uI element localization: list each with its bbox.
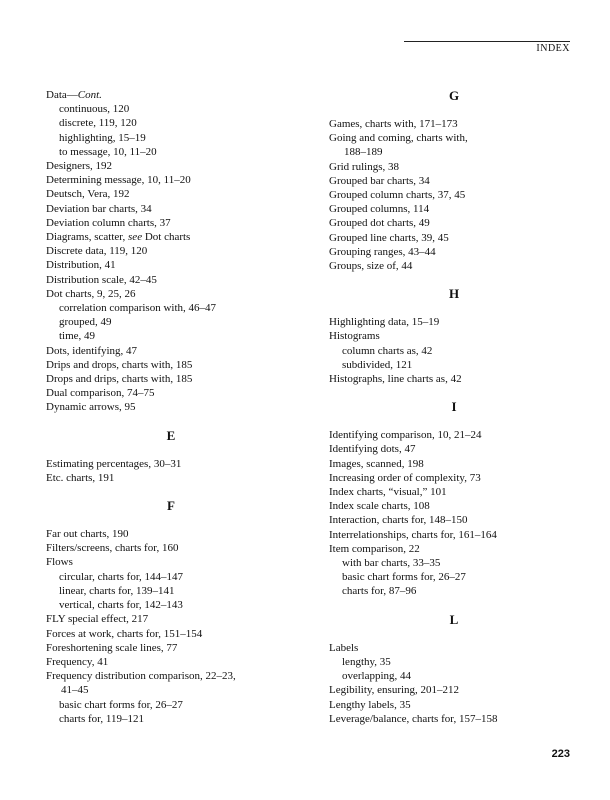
- section-letter-f: F: [167, 498, 175, 514]
- index-entry: Grid rulings, 38: [329, 160, 399, 173]
- index-entries-block1: [46, 159, 296, 230]
- entry-head: Data—: [46, 89, 78, 101]
- section-letter-l: L: [449, 611, 459, 627]
- index-entries-h1: [329, 315, 579, 343]
- index-entry: Increasing order of complexity, 73: [329, 471, 481, 484]
- labels-subentries: [329, 655, 579, 683]
- index-entry: Lengthy labels, 35: [329, 698, 411, 711]
- index-entry: Going and coming, charts with,: [329, 132, 468, 145]
- index-entry: Histograms: [329, 330, 380, 343]
- page-number: 223: [551, 748, 570, 760]
- index-entry: Frequency distribution comparison, 22–23,: [46, 670, 236, 683]
- index-entry: Foreshortening scale lines, 77: [46, 641, 178, 654]
- index-subentry: to message, 10, 11–20: [59, 145, 157, 158]
- index-entry: Groups, size of, 44: [329, 260, 413, 273]
- entry-tail: Dot charts: [142, 231, 191, 244]
- index-entry: FLY special effect, 217: [46, 613, 149, 626]
- index-entry: Dot charts, 9, 25, 26: [46, 287, 136, 300]
- index-entry: Index charts, “visual,” 101: [329, 486, 447, 499]
- index-subentry: with bar charts, 33–35: [342, 557, 441, 570]
- index-entry: Grouped bar charts, 34: [329, 174, 430, 187]
- freq-subentries: [46, 698, 296, 726]
- dot-subentries: [46, 301, 296, 344]
- index-entry: Highlighting data, 15–19: [329, 316, 440, 329]
- index-entry: Distribution, 41: [46, 259, 116, 272]
- index-subentry: linear, charts for, 139–141: [59, 584, 175, 597]
- index-entry: Histographs, line charts as, 42: [329, 373, 462, 386]
- index-entry: Grouped columns, 114: [329, 203, 430, 216]
- index-subentry: grouped, 49: [59, 316, 112, 329]
- index-entry: Etc. charts, 191: [46, 471, 115, 484]
- index-entry: Images, scanned, 198: [329, 457, 424, 470]
- entry-cont-italic: Cont.: [77, 89, 102, 101]
- flows-subentries: [46, 570, 296, 613]
- index-column-left: [46, 88, 296, 726]
- data-subentries: [46, 102, 296, 159]
- index-entry: Identifying comparison, 10, 21–24: [329, 429, 482, 442]
- see-reference: see: [128, 231, 143, 244]
- index-entry-diagrams: [46, 230, 296, 244]
- index-entries-l2: [329, 683, 579, 726]
- index-entry: Designers, 192: [46, 160, 112, 173]
- histograms-subentries: [329, 344, 579, 372]
- index-entry: Interrelationships, charts for, 161–164: [329, 528, 497, 541]
- index-subentry: column charts as, 42: [342, 344, 433, 357]
- index-entries-block3: [46, 344, 296, 415]
- index-entries-i1: [329, 428, 579, 556]
- index-entry: Grouped dot charts, 49: [329, 217, 430, 230]
- index-subentry: charts for, 119–121: [59, 712, 144, 725]
- index-entry: Identifying dots, 47: [329, 443, 416, 456]
- index-entry: Grouped line charts, 39, 45: [329, 231, 449, 244]
- index-entry: Dots, identifying, 47: [46, 344, 138, 357]
- index-subentry: lengthy, 35: [342, 655, 391, 668]
- index-subentry: basic chart forms for, 26–27: [59, 698, 183, 711]
- entry-continuation: 188–189: [344, 146, 383, 159]
- index-entry: Estimating percentages, 30–31: [46, 457, 182, 470]
- index-entries-h2: [329, 372, 579, 386]
- index-entries-block2: [46, 244, 296, 301]
- header-rule: [404, 41, 570, 42]
- index-entry: Deviation column charts, 37: [46, 216, 171, 229]
- index-column-right: [329, 88, 579, 726]
- index-subentry: circular, charts for, 144–147: [59, 570, 184, 583]
- section-letter-i: I: [451, 399, 457, 415]
- index-entry: Grouped column charts, 37, 45: [329, 189, 466, 202]
- index-entry: Leverage/balance, charts for, 157–158: [329, 712, 498, 725]
- index-entry: Frequency, 41: [46, 655, 109, 668]
- index-entry: Interaction, charts for, 148–150: [329, 514, 468, 527]
- index-entry: Games, charts with, 171–173: [329, 118, 458, 130]
- index-entries-f2: [46, 612, 296, 683]
- index-entry: Drips and drops, charts with, 185: [46, 358, 193, 371]
- index-subentry: subdivided, 121: [342, 358, 413, 371]
- index-entry: Distribution scale, 42–45: [46, 273, 157, 286]
- index-subentry: time, 49: [59, 330, 96, 343]
- index-entry: Legibility, ensuring, 201–212: [329, 684, 460, 697]
- index-subentry: continuous, 120: [59, 103, 130, 116]
- index-entry: Deviation bar charts, 34: [46, 202, 152, 215]
- running-header: INDEX: [536, 43, 570, 54]
- index-entry: Grouping ranges, 43–44: [329, 245, 436, 258]
- section-letter-e: E: [166, 427, 176, 443]
- index-entry: Labels: [329, 641, 359, 654]
- index-subentry: highlighting, 15–19: [59, 131, 146, 144]
- index-entries-g2: [329, 160, 579, 274]
- index-entry: Dynamic arrows, 95: [46, 401, 136, 414]
- index-entry: Discrete data, 119, 120: [46, 245, 148, 258]
- index-entries-g1: [329, 117, 579, 145]
- index-entries-f1: [46, 527, 296, 570]
- index-entry: Dual comparison, 74–75: [46, 387, 155, 400]
- index-subentry: correlation comparison with, 46–47: [59, 302, 217, 315]
- index-entry: Determining message, 10, 11–20: [46, 174, 191, 187]
- section-letter-h: H: [448, 286, 460, 302]
- entry-continuation: 41–45: [61, 684, 89, 697]
- index-subentry: overlapping, 44: [342, 670, 412, 683]
- item-subentries: [329, 556, 579, 599]
- index-entry: Drops and drips, charts with, 185: [46, 373, 193, 386]
- index-subentry: charts for, 87–96: [342, 585, 417, 598]
- index-entry: Filters/screens, charts for, 160: [46, 542, 179, 555]
- entry-head: Diagrams, scatter,: [46, 231, 129, 244]
- index-entry: Index scale charts, 108: [329, 500, 430, 513]
- index-entries-e: [46, 457, 296, 485]
- index-subentry: basic chart forms for, 26–27: [342, 571, 466, 584]
- index-entry: Flows: [46, 556, 73, 569]
- index-entry: Forces at work, charts for, 151–154: [46, 627, 203, 640]
- section-letter-g: G: [448, 88, 460, 103]
- index-entry: Item comparison, 22: [329, 542, 420, 555]
- index-entry-data: [46, 88, 296, 102]
- index-entry: Far out charts, 190: [46, 528, 129, 541]
- index-entries-l1: [329, 641, 579, 655]
- index-entry: Deutsch, Vera, 192: [46, 188, 130, 201]
- index-subentry: discrete, 119, 120: [59, 117, 137, 130]
- index-subentry: vertical, charts for, 142–143: [59, 599, 183, 612]
